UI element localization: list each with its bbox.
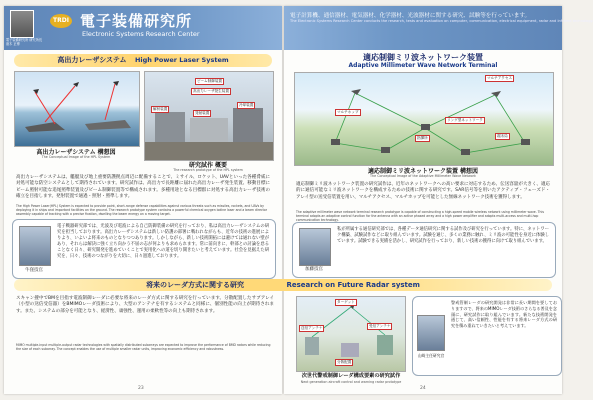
profile-text: 電子戦器研究部では、光波及び電波による自己防御装備の研究を行っており、私は高出力レーザシステムの研究を担当しております。高出力レーザシステムは新しい防護の部署に戦われながらも、近年の技術の進展によりより、いよいよ将来のものとなりつつあります。しかしながら、新しい技術開拓には避けては通れない壁があり、それらは解決に強く立ち向かう不屈の志が何よりも求められます。常に前向きに、幹部との討論を怠ることなく日々、研究開発を進めていくことで実用化への道を切り開きたいと考えています。社会を見据えた研究を、日々、技術のつながりを大切に、日々過進しております。 <box>57 224 269 259</box>
section-title-jp: 高出力レーザシステム <box>57 56 127 64</box>
hpl-body-text: 高出力レーザシステムは、艦艇及び地上重要防護拠点周辺に配備することで、ミサイル、ロケット、UAVといった各種脅威に対処可能な防空システムとして期待されています。研究試作は、高出力で長距離に届れた高出力レーザ発生装置、移動目標にビーム照射可能な追尾照準装置及びビーム制御装置等で構成されます。多種用途となる目標群に対処する高出力レーザ技術の確立を目指します。発射装置で通過・照射・照準します。 <box>16 175 270 200</box>
label-distributed: 分散配置 <box>337 360 352 364</box>
profile-box-right <box>292 222 556 278</box>
page-number-left: 23 <box>138 386 144 391</box>
radar-title-en: Research on Future Radar system <box>286 281 420 289</box>
radar-concept-image <box>296 296 406 372</box>
left-page <box>4 6 282 394</box>
label-laser-generator: 高出力レーザ発生装置 <box>193 89 229 93</box>
profile-text: 警戒管制レーダの研究開発は非常に長い期間を要しておりますので、将来のMIMOレーダ技術のさらなる普及を念頭に、研究試作に取り組んでいます。新たな技術開発を通じて、高い信頼性、性能を有する将来レーダ方式の研究を積み重ねていきたいと考えています。 <box>451 300 557 329</box>
person-photo <box>417 315 445 351</box>
amwn-caption-en: The Conceptual Image of the Adaptive Millimeter Wave Network <box>370 174 476 178</box>
page-number-right: 24 <box>420 386 426 391</box>
hpl-prototype-image <box>144 71 274 161</box>
section-title-hpl <box>14 54 272 67</box>
hpl-body-text-en: The High Power Laser(HPL) System is expected to provide point, short-range defense capabilities against various threats such as missiles, rockets, and UAVs by deploying it in ships and important facilities on the ground. The research prototype system contains a powerful chemical oxygen iodine laser and a beam director assembly capable of tracking with a precise fixation, dwelling the beam energy on a moving target. <box>16 204 268 217</box>
label-command-post: 指揮所 <box>417 136 428 140</box>
section-title-amwn-en: Adaptive Millimeter Wave Network Terminal <box>348 62 498 69</box>
person-name: 山崎主任研究官 <box>417 353 445 358</box>
tagline-en: The Electronic Systems Research Center conducts the research, tests and evaluation on computer, communication, electrical equipment, radar and infrared technology. <box>290 19 593 23</box>
director-caption: 電子装備研究所 研究所長 唐木 正博 <box>6 38 43 46</box>
person-photo <box>299 228 331 266</box>
person-name: 加藤技官 <box>305 267 323 272</box>
profile-box-left <box>12 219 276 279</box>
radar-caption-en: Next generation aircraft control and warning radar prototype <box>300 380 402 384</box>
label-multi-hop: マルチホップ <box>337 110 359 114</box>
radar-body-text-en: MIMO multiple-input multiple-output radar technologies with spatially distributed subarrays are expected to improve the performance of BMD radars while reducing the size of each subarray. The concept enables the use of multiple smaller radar units, improving economic efficiency and robustness. <box>16 343 271 352</box>
brand-title: 電子装備研究所 <box>80 12 193 30</box>
label-ring-network: リング型ネットワーク <box>447 118 483 122</box>
radar-body-text: スキャン捜中でBMを目指す電波制御レーダに必要な将来のレーダ方式に関する研究を行っています。分散配置したサブアレイ（小型の送信受信器）をBMIMOレーダ技術により、大型のアンテナを有するシステムと同様に、個別性能の向上が期待されます。また、システムの部分を可能となり、経済性、頑強性、運用の柔軟性等の向上も期待されます。 <box>16 296 274 314</box>
trdi-logo: TRDI <box>50 14 72 28</box>
profile-box-radar <box>412 296 562 376</box>
section-title-en: High Power Laser System <box>134 56 229 64</box>
hpl-concept-caption-en: The Conceptual Image of the HPL System <box>41 155 111 159</box>
section-title-amwn: 適応制御ミリ波ネットワーク装置 <box>363 53 483 62</box>
label-cooler: 冷却装置 <box>239 103 254 107</box>
header-tagline-banner <box>284 6 593 50</box>
radar-title-jp: 将来のレーダ方式に関する研究 <box>146 281 245 289</box>
radar-title-band <box>14 279 552 291</box>
profile-text: 私が所属する通信研究部では、各種データ通信研究に関する試作及び研究を行っています。特に、ネットワーク構築、試験試作などに取り組んでいます。試験を通じ、多くの業務に触れ、ミリ波の可能性を身近に体験しています。試験できる実績を活かし、研究試作を行っており、新しい技術の獲得に向けて取り組んでいます。 <box>337 227 549 244</box>
label-target: ターゲット <box>337 300 355 304</box>
person-name: 牛窪技官 <box>25 268 43 273</box>
hpl-concept-caption: 高出力レーザシステム 構想図 <box>36 149 116 156</box>
amwn-body-text: 適応制御ミリ波ネットワーク装置の研究試作は、近年のネットワークへの高い要求に対応するため、伝送容量が大きく、適応的に通信可能なミリ波ネットワークを構成するための技術に関する研究です。SAR信号等を用いたアクティブ・フェーズド・アレイ型の送受信装置を用い、マルチアクセス、マルチホップを可能とした無線ネットワーク技術を獲得します。 <box>296 182 550 200</box>
amwn-caption: 適応制御ミリ波ネットワーク装置 構想図 <box>367 168 479 175</box>
hpl-prototype-caption-en: The research prototype of the HPL system <box>173 168 243 172</box>
amwn-body-text-en: The adaptive millimeter wave network terminal research prototype is capable of constructing a high-speed mobile wireless network using millimeter wave. This terminal adopts an adaptive control function for the antenna with an active phased array and a high power amplifier and adopts multi-access and multi-hop communication technology. <box>296 210 544 223</box>
director-portrait <box>10 10 34 38</box>
header-banner <box>4 6 282 50</box>
person-photo <box>19 226 51 266</box>
hpl-concept-image <box>14 71 140 147</box>
label-rx-antenna: 受信アンテナ <box>369 324 391 328</box>
label-terminal: 端末局 <box>497 134 508 138</box>
brand-subtitle: Electronic Systems Research Center <box>82 30 200 38</box>
label-launcher: 発射装置 <box>195 111 210 115</box>
hpl-prototype-caption: 研究試作 概要 <box>188 162 228 169</box>
label-beam-director: ビーム制御装置 <box>197 79 223 83</box>
radar-caption: 次世代警戒制御レーダ構成要素の研究試作 <box>301 373 401 379</box>
label-multi-access: マルチアクセス <box>487 76 513 80</box>
label-analyzer: 解析装置 <box>153 107 168 111</box>
tagline: 電子計算機、通信器材、電気器材、化学器材、光波器材に関する研究、試験等を行っています。 <box>290 13 531 19</box>
amwn-concept-image <box>294 72 554 166</box>
label-tx-antenna: 送信アンテナ <box>301 326 323 330</box>
